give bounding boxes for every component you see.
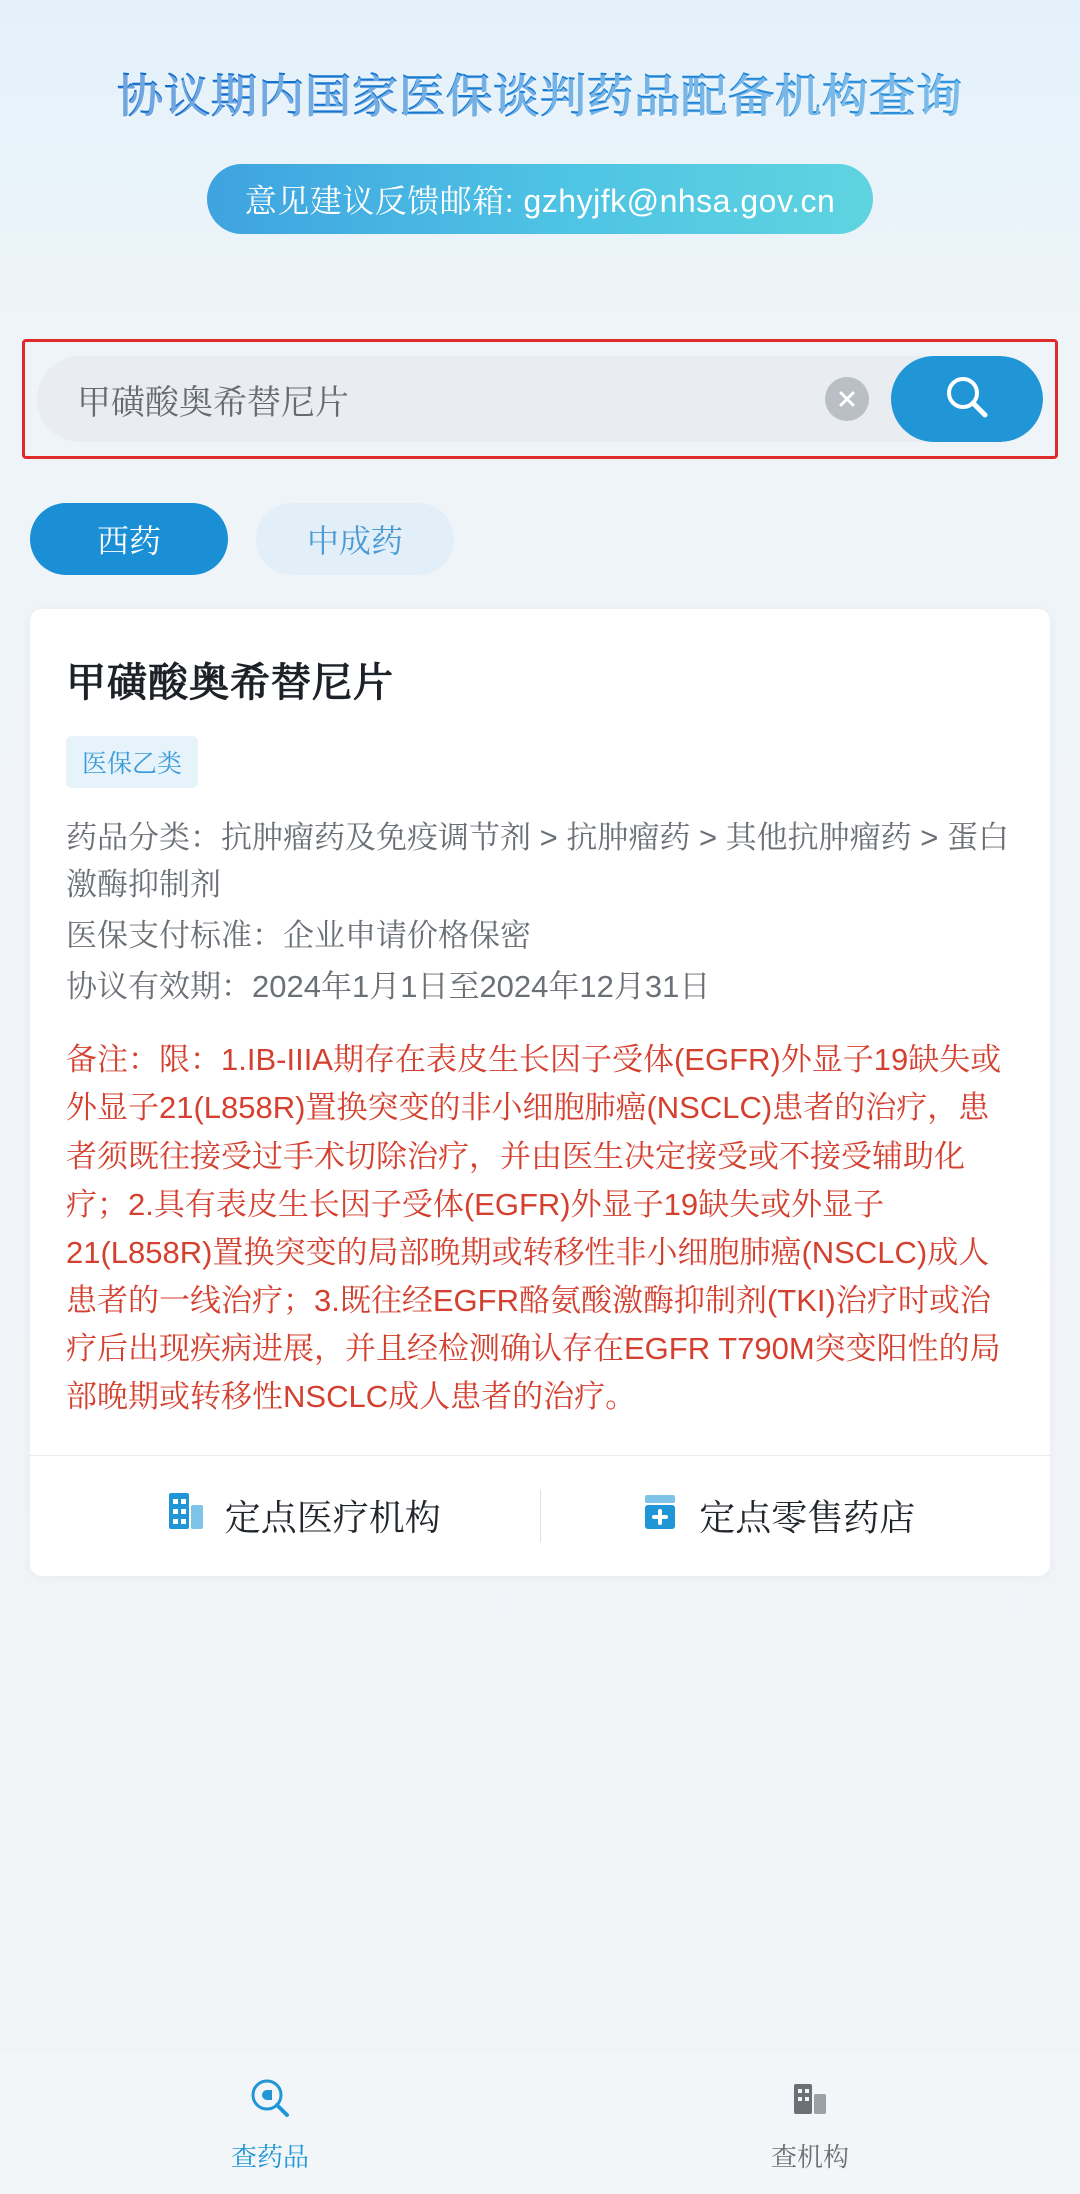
tab-western-medicine[interactable]: 西药 (30, 503, 228, 575)
designated-medical-institution-label: 定点医疗机构 (224, 1497, 441, 1539)
pharmacy-icon (639, 1489, 681, 1542)
agreement-period-value: 2024年1月1日至2024年12月31日 (252, 969, 711, 1005)
search-bar[interactable] (37, 356, 1043, 442)
search-icon (940, 370, 994, 429)
nav-item-institution-search[interactable] (540, 2074, 1080, 2174)
nav-label-drug-search: 查药品 (230, 2142, 309, 2172)
bottom-navigation (0, 2054, 1080, 2194)
agreement-period-label: 协议有效期： (66, 969, 252, 1005)
search-button[interactable] (891, 356, 1043, 442)
agreement-period-row (66, 963, 1014, 1010)
nav-label-institution-search: 查机构 (770, 2142, 849, 2172)
hospital-icon (165, 1489, 207, 1542)
nav-item-drug-search[interactable] (0, 2074, 540, 2174)
search-input[interactable] (37, 380, 825, 419)
drug-remark: 备注：限：1.IB-IIIA期存在表皮生长因子受体(EGFR)外显子19缺失或外显子21(L858R)置换突变的非小细胞肺癌(NSCLC)患者的治疗，患者须既往接受过手术切除治疗，并由医生决定接受或不接受辅助化疗；2.具有表皮生长因子受体(EGFR)外显子19缺失或外显子21(L858R)置换突变的局部晚期或转移性非小细胞肺癌(NSCLC)成人患者的一线治疗；3.既往经EGFR酪氨酸激酶抑制剂(TKI)治疗时或治疗后出现疾病进展，并且经检测确认存在EGFR T790M突变阳性的局部晚期或转移性NSCLC成人患者的治疗。 (66, 1042, 1002, 1414)
designated-retail-pharmacy-button[interactable] (541, 1489, 1015, 1542)
drug-category-row (66, 814, 1014, 908)
institution-icon (786, 2074, 834, 2127)
drug-info (66, 814, 1014, 1010)
card-actions (66, 1456, 1014, 1576)
drug-search-icon (246, 2074, 294, 2127)
page-header (0, 0, 1080, 325)
tab-chinese-patent-medicine[interactable]: 中成药 (256, 503, 454, 575)
category-tabs (0, 459, 1080, 575)
drug-name: 甲磺酸奥希替尼片 (66, 661, 394, 705)
designated-medical-institution-button[interactable] (66, 1489, 540, 1542)
drug-category-value: 抗肿瘤药及免疫调节剂 > 抗肿瘤药 > 其他抗肿瘤药 > 蛋白激酶抑制剂 (66, 820, 1009, 903)
feedback-email-banner: 意见建议反馈邮箱: gzhyjfk@nhsa.gov.cn (207, 164, 873, 234)
designated-retail-pharmacy-label: 定点零售药店 (699, 1497, 916, 1539)
payment-standard-row (66, 912, 1014, 959)
page-title: 协议期内国家医保谈判药品配备机构查询 (0, 60, 1080, 126)
status-badge: 医保乙类 (66, 736, 198, 788)
close-circle-icon[interactable] (825, 377, 869, 421)
payment-standard-label: 医保支付标准： (66, 918, 283, 954)
payment-standard-value: 企业申请价格保密 (283, 918, 531, 954)
drug-category-label: 药品分类： (66, 820, 221, 855)
drug-result-card (30, 609, 1050, 1576)
search-highlight-box (22, 339, 1058, 459)
